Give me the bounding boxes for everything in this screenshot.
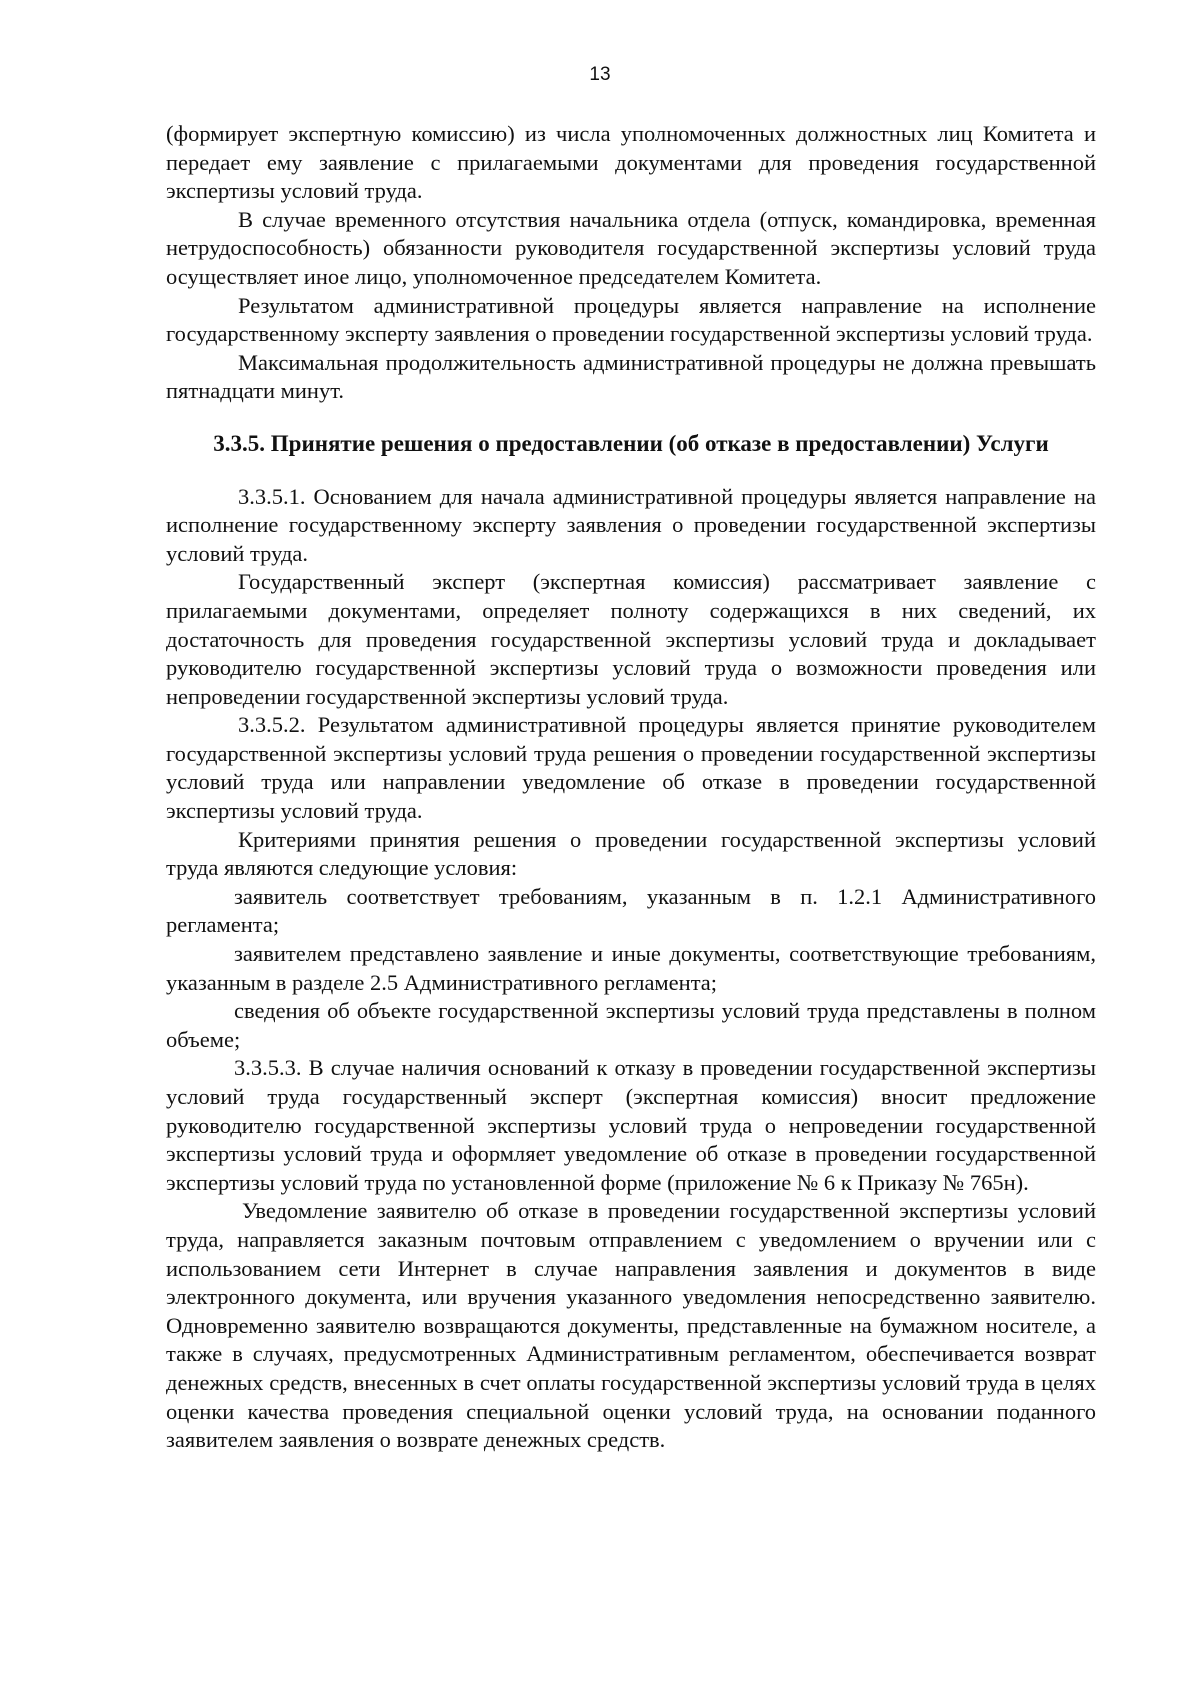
paragraph-result: Результатом административной процедуры является направление на исполнение государственному эксперту заявления о проведении государственной экспертизы условий труда. <box>166 292 1096 347</box>
paragraph-duration: Максимальная продолжительность административной процедуры не должна превышать пятнадцати минут. <box>166 349 1096 404</box>
criteria-item-2: заявителем представлено заявление и иные документы, соответствующие требованиям, указанным в разделе 2.5 Административного регламента; <box>166 941 1096 995</box>
section-heading: 3.3.5. Принятие решения о предоставлении (об отказе в предоставлении) Услуги <box>213 430 1049 456</box>
paragraph-notification: Уведомление заявителю об отказе в проведении государственной экспертизы условий труда, направляется заказным почтовым отправлением с уведомлением о вручении или с использованием сети Интернет в случае направления заявления и документов в виде электронного документа, или вручения указанного уведомления непосредственно заявителю. Одновременно заявителю возвращаются документы, представленные на бумажном носителе, а также в случаях, предусмотренных Административным регламентом, обеспечивается возврат денежных средств, внесенных в счет оплаты государственной экспертизы условий труда в целях оценки качества проведения специальной оценки условий труда, на основании поданного заявителем заявления о возврате денежных средств. <box>166 1198 1096 1453</box>
paragraph-expert-review: Государственный эксперт (экспертная комиссия) рассматривает заявление с прилагаемыми документами, определяет полноту содержащихся в них сведений, их достаточность для проведения государственной экспертизы условий труда и докладывает руководителю государственной экспертизы условий труда о возможности проведения или непроведении государственной экспертизы условий труда. <box>166 569 1096 709</box>
criteria-item-1: заявитель соответствует требованиям, указанным в п. 1.2.1 Административного регламента; <box>166 883 1096 938</box>
paragraph-absence: В случае временного отсутствия начальника отдела (отпуск, командировка, временная нетрудоспособность) обязанности руководителя государственной экспертизы условий труда осуществляет иное лицо, уполномоченное председателем Комитета. <box>166 206 1096 289</box>
paragraph-3-3-5-3: 3.3.5.3. В случае наличия оснований к отказу в проведении государственной экспертизы условий труда государственный эксперт (экспертная комиссия) вносит предложение руководителю государственной экспертизы условий труда о непроведении государственной экспертизы условий труда и оформляет уведомление об отказе в проведении государственной экспертизы условий труда по установленной форме (приложение № 6 к Приказу № 765н). <box>166 1055 1096 1195</box>
paragraph-continuation: (формирует экспертную комиссию) из числа уполномоченных должностных лиц Комитета и передает ему заявление с прилагаемыми документами для проведения государственной экспертизы условий труда. <box>166 121 1096 204</box>
paragraph-3-3-5-2: 3.3.5.2. Результатом административной процедуры является принятие руководителем государственной экспертизы условий труда решения о проведении государственной экспертизы условий труда или направлении уведомление об отказе в проведении государственной экспертизы условий труда. <box>166 712 1096 824</box>
criteria-item-3: сведения об объекте государственной экспертизы условий труда представлены в полном объеме; <box>166 998 1096 1052</box>
paragraph-3-3-5-1: 3.3.5.1. Основанием для начала административной процедуры является направление на исполнение государственному эксперту заявления о проведении государственной экспертизы условий труда. <box>166 483 1096 566</box>
page-number: 13 <box>589 64 611 85</box>
document-body <box>166 120 1096 1455</box>
paragraph-criteria: Критериями принятия решения о проведении государственной экспертизы условий труда являются следующие условия: <box>166 826 1096 881</box>
